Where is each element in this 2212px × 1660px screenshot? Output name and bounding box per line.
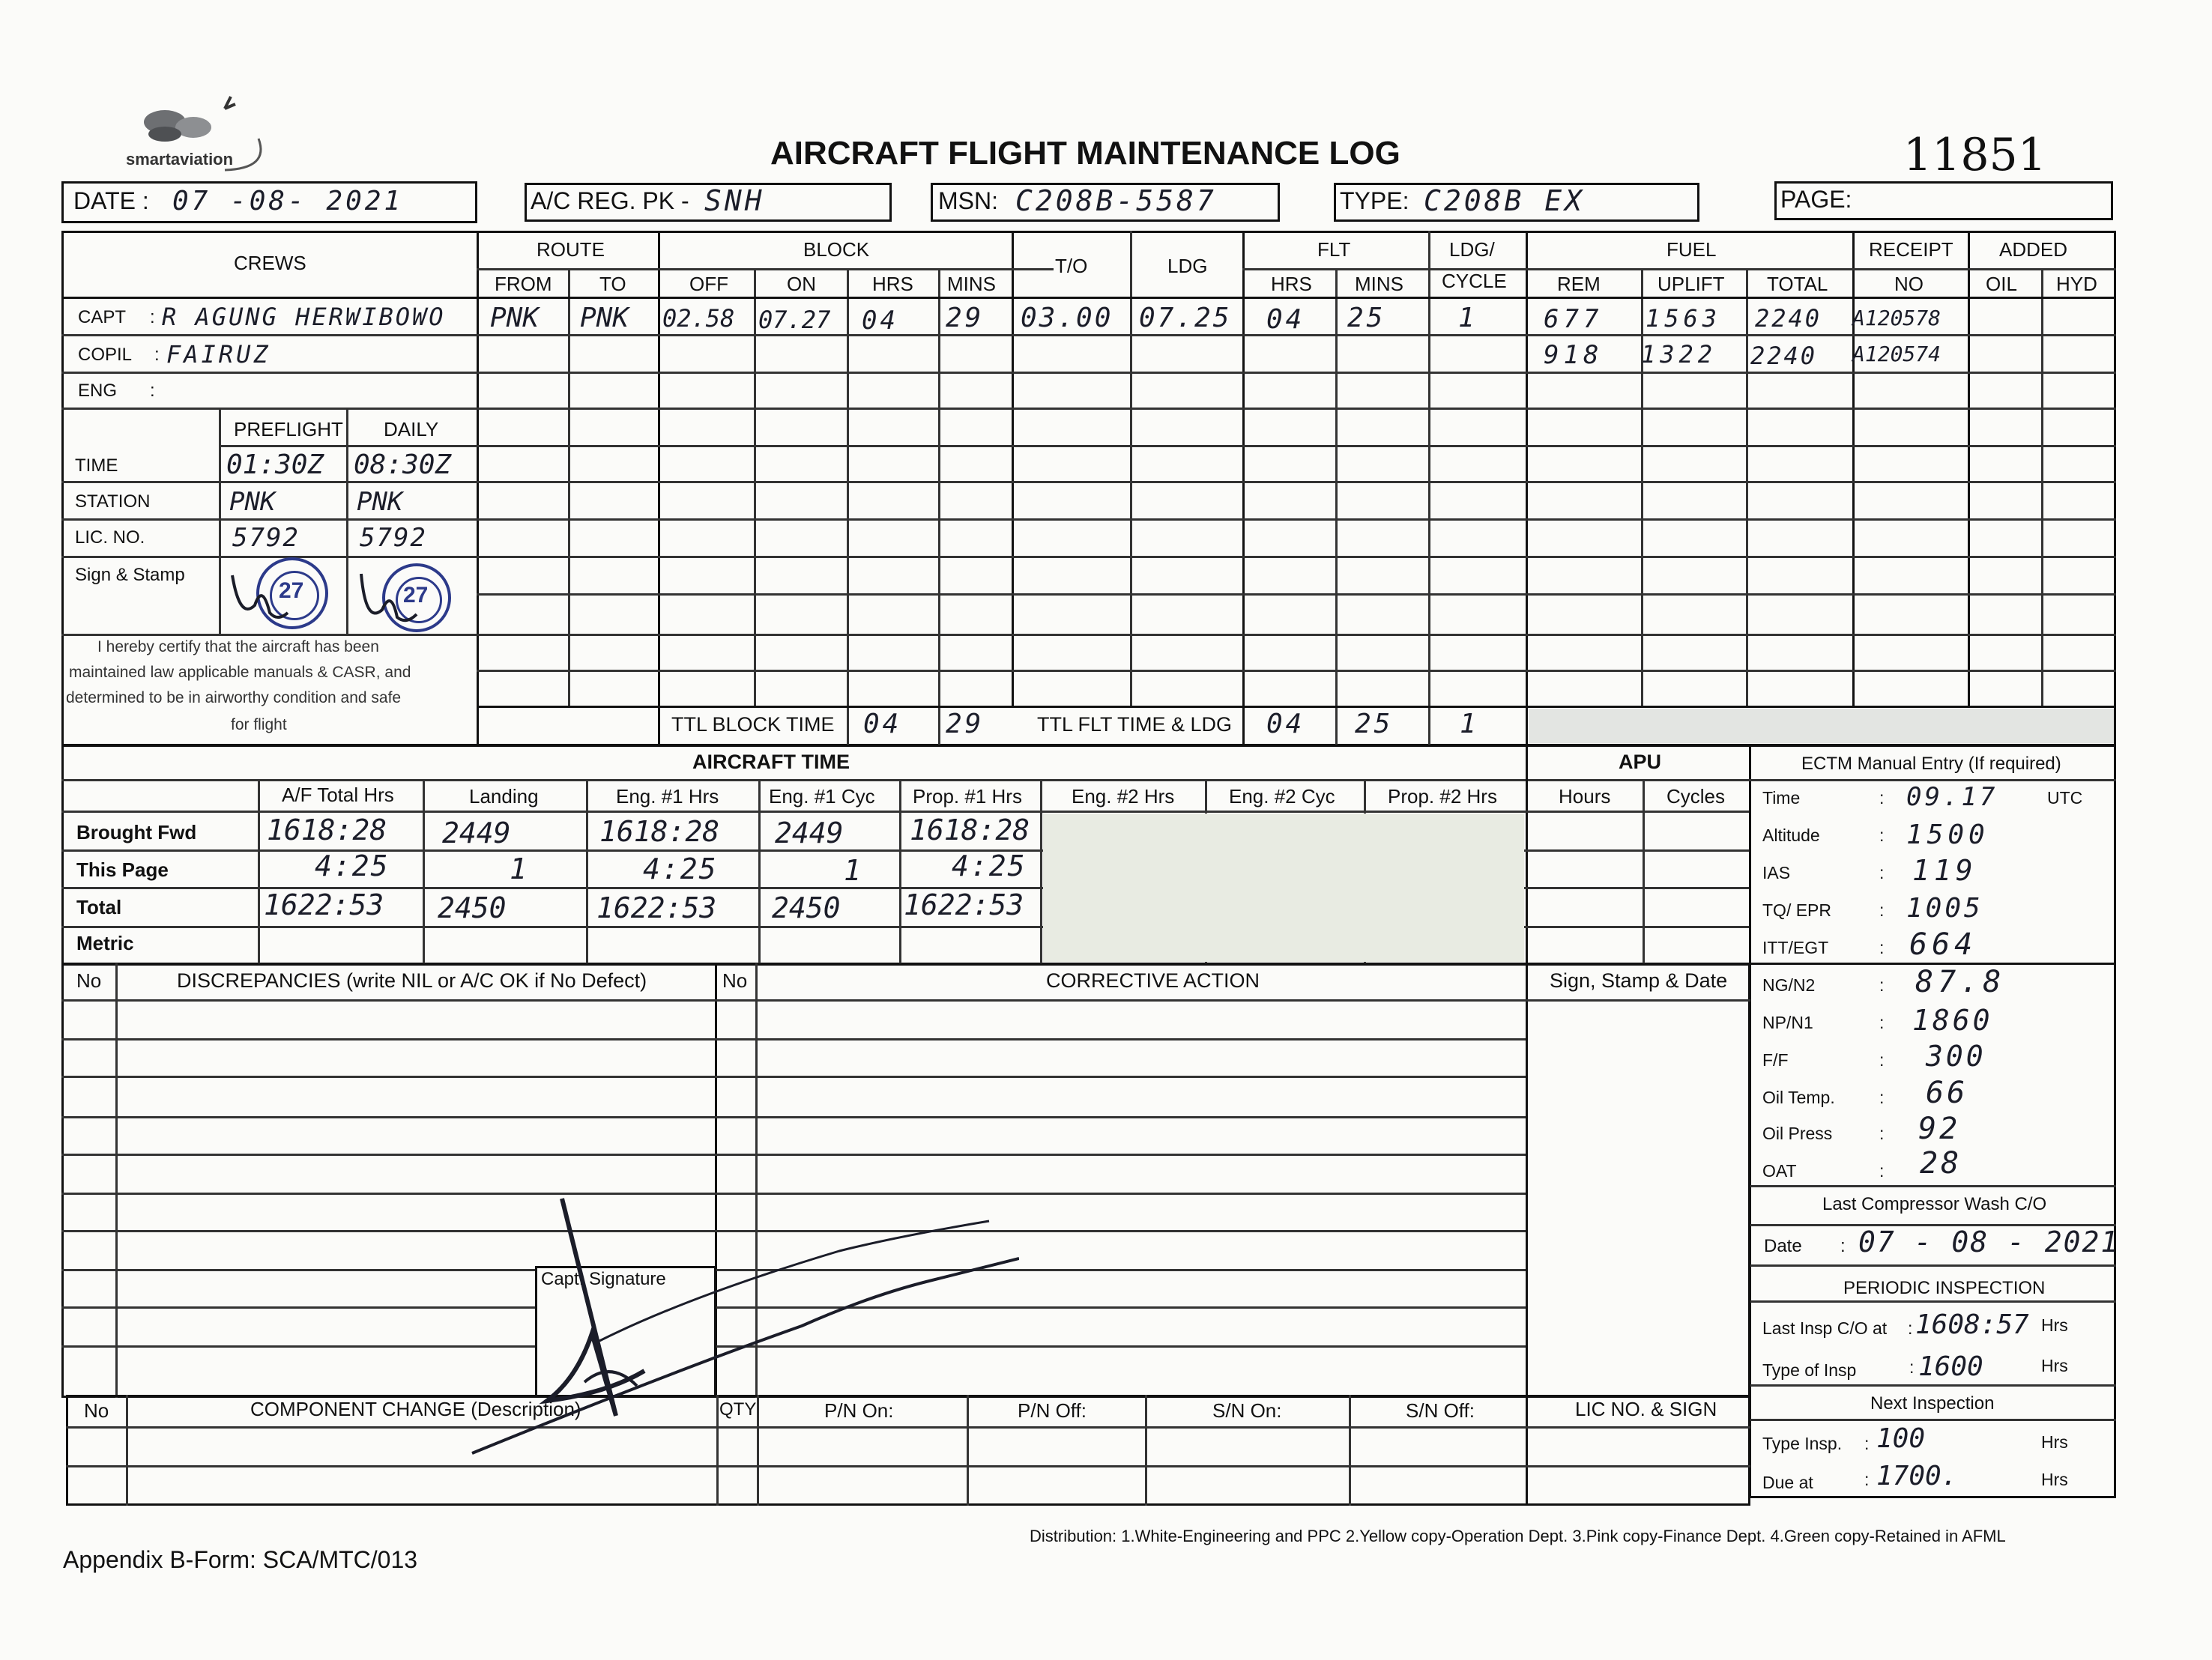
flt-header: FLT	[1317, 238, 1351, 261]
type-insp-value: 1600	[1918, 1351, 1983, 1382]
last-insp-unit: Hrs	[2041, 1315, 2068, 1335]
next-colon: :	[1864, 1470, 1870, 1489]
ectm-value-np: 1860	[1912, 1004, 1993, 1037]
preflight-station: PNK	[229, 487, 276, 517]
copil-name: FAIRUZ	[166, 340, 271, 369]
ectm-value-tq: 1005	[1906, 893, 1983, 924]
capt-colon: :	[150, 307, 155, 327]
comp-pn-on-header: P/N On:	[824, 1399, 894, 1422]
periodic-colon: :	[1908, 1318, 1913, 1338]
bf-af: 1618:28	[267, 814, 387, 846]
due-at-label: Due at	[1762, 1473, 1813, 1492]
ldg-cycle-header: LDG/	[1449, 238, 1495, 261]
capt-signature-label: Capt. Signature	[541, 1269, 666, 1289]
wash-header: Last Compressor Wash C/O	[1822, 1194, 2047, 1214]
total-eng1-cyc: 2450	[772, 891, 841, 924]
comp-pn-off-header: P/N Off:	[1018, 1399, 1087, 1422]
fuel-uplift-2: 1322	[1641, 340, 1717, 369]
ectm-colon: :	[1879, 975, 1885, 995]
block-mins: 29	[946, 303, 985, 333]
wash-colon: :	[1840, 1236, 1846, 1256]
corrective-no-header: No	[722, 969, 748, 992]
ectm-colon: :	[1879, 1124, 1885, 1143]
comp-sn-on-header: S/N On:	[1212, 1399, 1282, 1422]
apu-hours: Hours	[1559, 785, 1611, 808]
ectm-label-ias: IAS	[1762, 863, 1791, 882]
block-on: 07.27	[758, 306, 831, 334]
disc-no-header: No	[76, 969, 102, 992]
distribution-note: Distribution: 1.White-Engineering and PPC 2.Yellow copy-Operation Dept. 3.Pink copy-Finance Dept. 4.Green copy-Retained in AFML	[1030, 1527, 2006, 1545]
bf-landing: 2449	[442, 817, 511, 849]
msn-label: MSN:	[938, 187, 998, 214]
at-col-prop1: Prop. #1 Hrs	[913, 785, 1022, 808]
ectm-label-oat: OAT	[1762, 1161, 1797, 1181]
type-label: TYPE:	[1340, 187, 1409, 214]
ectm-value-oil-press: 92	[1918, 1112, 1961, 1146]
next-type-value: 100	[1876, 1423, 1926, 1454]
daily-stamp-number: 27	[403, 583, 429, 608]
receipt-no-2: A120574	[1852, 342, 1941, 366]
ectm-colon: :	[1879, 938, 1885, 957]
due-at-unit: Hrs	[2041, 1470, 2068, 1489]
receipt-no-header: NO	[1894, 273, 1924, 295]
disc-header: DISCREPANCIES (write NIL or A/C OK if No Defect)	[177, 969, 647, 992]
ectm-value-altitude: 1500	[1906, 820, 1989, 850]
row-this-page: This Page	[76, 858, 169, 881]
capt-label: CAPT	[78, 307, 127, 327]
to-header: TO	[599, 273, 626, 295]
sign-stamp-header: Sign, Stamp & Date	[1550, 969, 1728, 992]
last-insp-label: Last Insp C/O at	[1762, 1318, 1888, 1338]
route-header: ROUTE	[537, 238, 605, 261]
ttl-flt-mins: 25	[1355, 709, 1394, 739]
ttl-flt-hrs: 04	[1266, 709, 1305, 739]
fuel-rem-2: 918	[1544, 340, 1604, 370]
ectm-label-tq: TQ/ EPR	[1762, 900, 1832, 920]
tp-af: 4:25	[315, 849, 390, 882]
takeoff-time: 03.00	[1021, 303, 1113, 333]
fuel-header: FUEL	[1666, 238, 1717, 261]
preflight-time: 01:30Z	[226, 449, 324, 480]
next-type-label: Type Insp.	[1762, 1434, 1843, 1453]
certify-line-2: maintained law applicable manuals & CASR, and	[69, 664, 411, 681]
station-label: STATION	[75, 491, 151, 512]
ldg-cycle-header-2: CYCLE	[1442, 270, 1507, 292]
total-prop1: 1622:53	[904, 888, 1024, 921]
next-insp-header: Next Inspection	[1870, 1393, 1995, 1414]
ectm-colon: :	[1879, 788, 1885, 808]
reg-label: A/C REG. PK -	[531, 187, 689, 214]
next-type-unit: Hrs	[2041, 1432, 2068, 1452]
block-off: 02.58	[662, 304, 735, 333]
hyd-header: HYD	[2056, 273, 2097, 295]
daily-lic: 5792	[360, 523, 427, 553]
tp-landing: 1	[510, 852, 530, 885]
form-id: Appendix B-Form: SCA/MTC/013	[63, 1546, 418, 1573]
oil-header: OIL	[1986, 273, 2017, 295]
row-metric: Metric	[76, 932, 134, 954]
ttl-flt-label: TTL FLT TIME & LDG	[1037, 713, 1233, 736]
comp-no-header: No	[84, 1399, 109, 1422]
added-header: ADDED	[1999, 238, 2068, 261]
ectm-colon: :	[1879, 1088, 1885, 1107]
bf-prop1: 1618:28	[910, 814, 1030, 846]
tp-prop1: 4:25	[952, 849, 1027, 882]
fuel-total-2: 2240	[1750, 342, 1818, 370]
at-col-af: A/F Total Hrs	[282, 784, 394, 806]
ttl-ldg: 1	[1460, 709, 1479, 739]
route-from: PNK	[490, 303, 540, 333]
mins-header: MINS	[947, 273, 996, 295]
eng-label: ENG	[78, 381, 118, 401]
receipt-header: RECEIPT	[1869, 238, 1953, 261]
wash-date-value: 07 - 08 - 2021	[1858, 1226, 2120, 1258]
daily-time: 08:30Z	[354, 449, 452, 480]
ectm-value-ff: 300	[1926, 1040, 1986, 1073]
comp-sn-off-header: S/N Off:	[1406, 1399, 1475, 1422]
sign-label: Sign & Stamp	[75, 565, 185, 585]
ectm-value: 09.17	[1906, 782, 1998, 812]
ectm-label-np: NP/N1	[1762, 1013, 1813, 1032]
date-value: 07 -08- 2021	[172, 186, 404, 216]
takeoff-header: T/O	[1055, 255, 1088, 277]
bf-eng1-hrs: 1618:28	[599, 815, 720, 848]
ectm-colon: :	[1879, 1050, 1885, 1070]
type-insp-label: Type of Insp	[1762, 1360, 1857, 1380]
due-at-value: 1700.	[1876, 1461, 1958, 1491]
ectm-colon: :	[1879, 1161, 1885, 1181]
route-to: PNK	[580, 303, 629, 333]
receipt-no-1: A120578	[1852, 306, 1941, 330]
ectm-label-oil-temp: Oil Temp.	[1762, 1088, 1835, 1107]
periodic-colon: :	[1909, 1357, 1915, 1377]
comp-qty-header: QTY	[719, 1399, 757, 1420]
ttl-block-hrs: 04	[863, 709, 902, 739]
ttl-block-mins: 29	[946, 709, 985, 739]
time-label: TIME	[75, 455, 118, 476]
corrective-header: CORRECTIVE ACTION	[1046, 969, 1260, 992]
at-col-landing: Landing	[469, 785, 539, 808]
ectm-label-oil-press: Oil Press	[1762, 1124, 1833, 1143]
landing-header: LDG	[1167, 255, 1208, 277]
fuel-total-1: 2240	[1755, 304, 1822, 333]
logo-text: smartaviation	[126, 150, 234, 169]
serial-number: 11851	[1903, 129, 2046, 181]
ectm-value-oil-temp: 66	[1926, 1076, 1968, 1110]
ectm-label: Time	[1762, 788, 1801, 808]
bf-eng1-cyc: 2449	[775, 817, 844, 849]
on-header: ON	[787, 273, 816, 295]
ectm-value-oat: 28	[1920, 1146, 1962, 1181]
capt-name: R AGUNG HERWIBOWO	[162, 303, 446, 331]
ectm-header: ECTM Manual Entry (If required)	[1801, 754, 2061, 774]
certify-line-4: for flight	[231, 716, 287, 733]
at-col-eng2-hrs: Eng. #2 Hrs	[1072, 785, 1175, 808]
fuel-rem-1: 677	[1544, 304, 1604, 334]
wash-date-label: Date	[1764, 1236, 1802, 1256]
total-landing: 2450	[438, 891, 507, 924]
row-brought-fwd: Brought Fwd	[76, 821, 197, 843]
page-label: PAGE:	[1780, 186, 1852, 213]
hrs-header: HRS	[872, 273, 913, 295]
block-hrs: 04	[862, 306, 898, 336]
type-value: C208B EX	[1424, 184, 1586, 217]
daily-station: PNK	[357, 487, 403, 517]
last-insp-value: 1608:57	[1915, 1309, 2029, 1340]
preflight-lic: 5792	[232, 523, 300, 553]
total-header: TOTAL	[1767, 273, 1828, 295]
certify-line-3: determined to be in airworthy condition and safe	[66, 689, 402, 706]
comp-desc-header: COMPONENT CHANGE (Description)	[250, 1398, 581, 1420]
copil-label: COPIL	[78, 345, 133, 365]
msn-value: C208B-5587	[1015, 184, 1217, 217]
certify-line-1: I hereby certify that the aircraft has been	[97, 638, 379, 655]
ectm-colon: :	[1879, 1013, 1885, 1032]
at-col-eng1-cyc: Eng. #1 Cyc	[769, 785, 875, 808]
capt-signature	[450, 1191, 1019, 1464]
ectm-unit: UTC	[2047, 788, 2083, 808]
ectm-colon: :	[1879, 900, 1885, 920]
reg-value: SNH	[704, 184, 765, 217]
at-col-eng1-hrs: Eng. #1 Hrs	[616, 785, 719, 808]
tp-eng1-cyc: 1	[844, 854, 864, 887]
apu-cycles: Cycles	[1666, 785, 1726, 808]
ectm-label-itt: ITT/EGT	[1762, 938, 1829, 957]
ectm-label-ff: F/F	[1762, 1050, 1789, 1070]
eng-colon: :	[150, 381, 155, 401]
daily-signature	[352, 562, 420, 633]
flt-mins: 25	[1347, 303, 1386, 333]
at-col-prop2: Prop. #2 Hrs	[1388, 785, 1497, 808]
apu-header: APU	[1619, 751, 1662, 773]
flt-mins-header: MINS	[1355, 273, 1403, 295]
total-af: 1622:53	[264, 888, 384, 921]
fuel-uplift-1: 1563	[1646, 304, 1722, 333]
row-total: Total	[76, 896, 122, 918]
type-insp-unit: Hrs	[2041, 1356, 2068, 1375]
from-header: FROM	[495, 273, 552, 295]
date-label: DATE :	[73, 187, 149, 214]
ttl-block-label: TTL BLOCK TIME	[671, 713, 835, 736]
lic-label: LIC. NO.	[75, 527, 145, 548]
ectm-colon: :	[1879, 863, 1885, 882]
ectm-value-ias: 119	[1912, 854, 1977, 887]
ectm-label-altitude: Altitude	[1762, 826, 1820, 845]
flt-hrs: 04	[1266, 304, 1305, 335]
crews-header: CREWS	[234, 252, 306, 274]
ectm-colon: :	[1879, 826, 1885, 845]
preflight-signature	[225, 560, 292, 631]
uplift-header: UPLIFT	[1658, 273, 1725, 295]
ectm-label-ng: NG/N2	[1762, 975, 1816, 995]
aircraft-time-header: AIRCRAFT TIME	[692, 751, 850, 773]
comp-lic-sign-header: LIC NO. & SIGN	[1575, 1398, 1717, 1420]
periodic-header: PERIODIC INSPECTION	[1843, 1278, 2046, 1298]
preflight-stamp-number: 27	[279, 578, 304, 603]
preflight-header: PREFLIGHT	[234, 418, 343, 440]
daily-header: DAILY	[384, 418, 439, 440]
total-eng1-hrs: 1622:53	[596, 891, 717, 924]
page-title: AIRCRAFT FLIGHT MAINTENANCE LOG	[770, 135, 1400, 172]
tp-eng1-hrs: 4:25	[643, 852, 718, 885]
ldg-cycle: 1	[1458, 303, 1478, 333]
at-col-eng2-cyc: Eng. #2 Cyc	[1229, 785, 1335, 808]
off-header: OFF	[689, 273, 728, 295]
flt-hrs-header: HRS	[1271, 273, 1312, 295]
copil-colon: :	[154, 345, 160, 365]
landing-time: 07.25	[1139, 303, 1232, 333]
ectm-value-itt: 664	[1909, 927, 1977, 962]
ectm-value-ng: 87.8	[1915, 965, 2006, 999]
next-colon: :	[1864, 1434, 1870, 1453]
rem-header: REM	[1557, 273, 1601, 295]
block-header: BLOCK	[803, 238, 870, 261]
